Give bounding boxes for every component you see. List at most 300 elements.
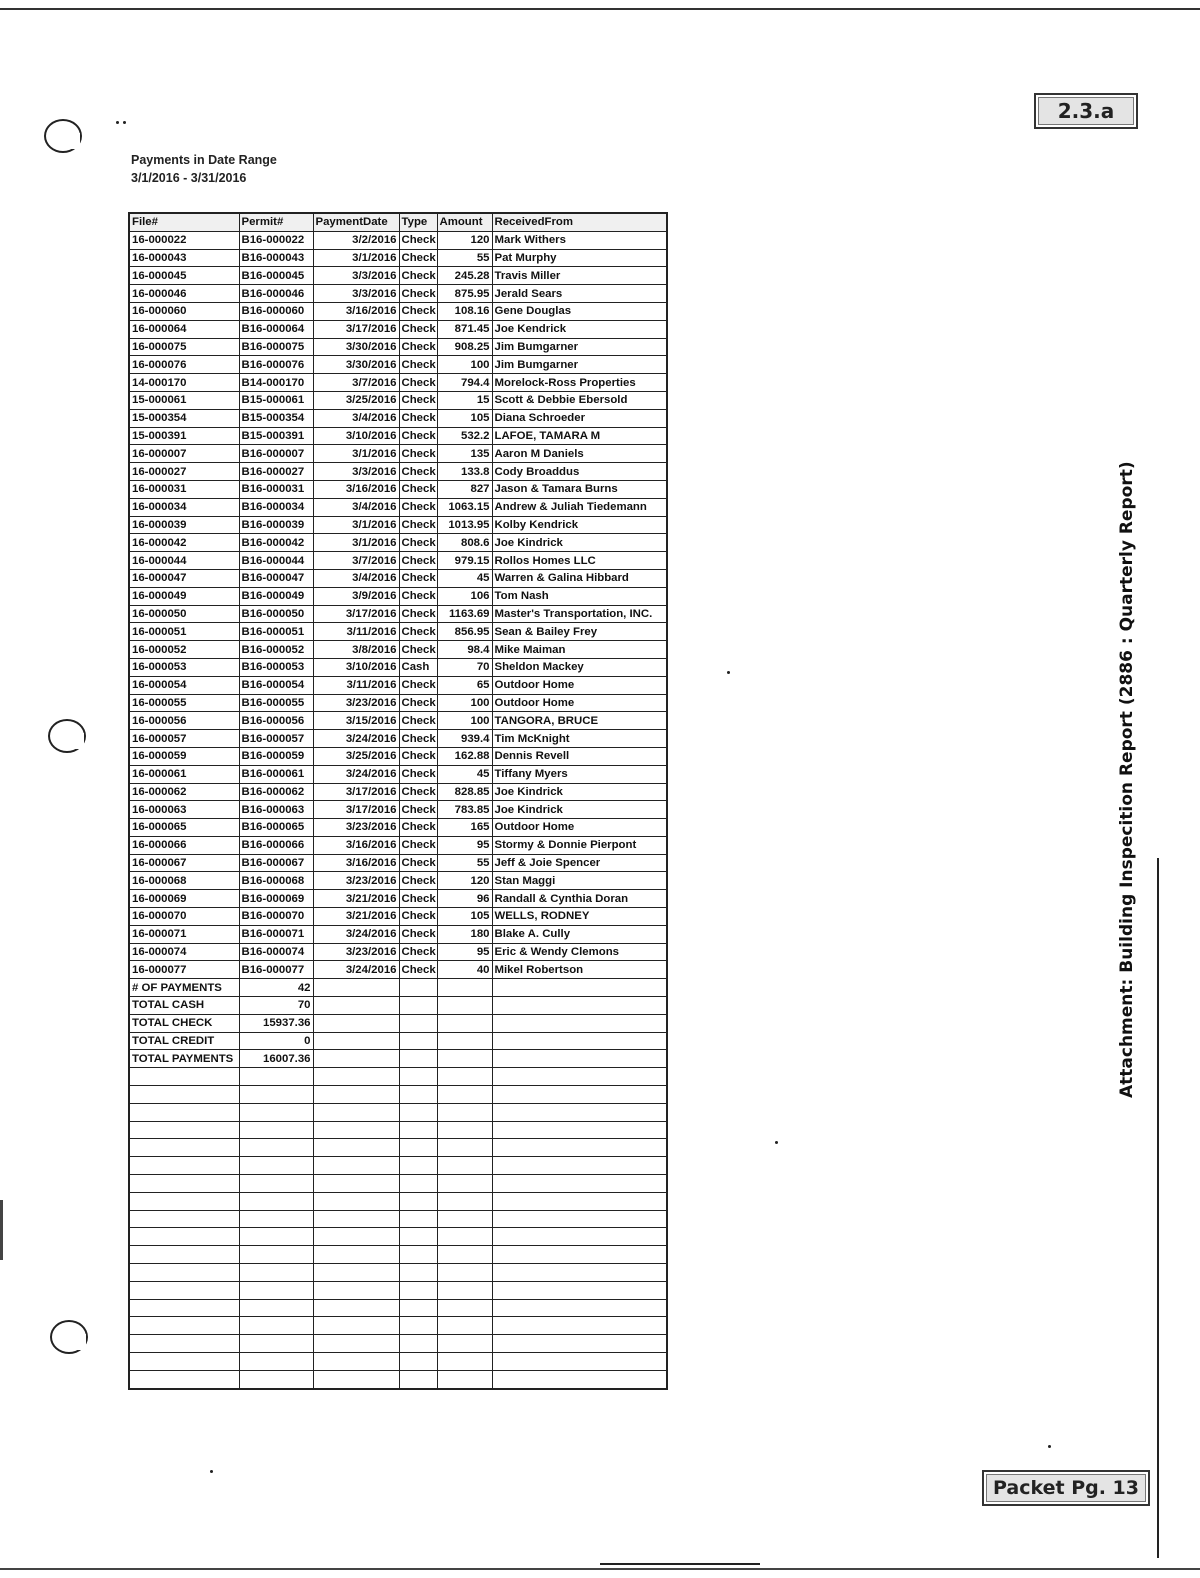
permit-cell: B15-000391 — [239, 427, 313, 445]
permit-cell: B16-000074 — [239, 943, 313, 961]
amount-cell: 108.16 — [437, 302, 492, 320]
payment-date-cell: 3/16/2016 — [313, 480, 399, 498]
amount-cell: 100 — [437, 356, 492, 374]
received-from-cell: Outdoor Home — [492, 676, 667, 694]
type-cell: Check — [399, 676, 437, 694]
file-cell: 16-000031 — [129, 480, 239, 498]
received-from-cell: Stan Maggi — [492, 872, 667, 890]
permit-cell: B14-000170 — [239, 374, 313, 392]
type-cell: Check — [399, 249, 437, 267]
file-cell: 16-000074 — [129, 943, 239, 961]
empty-cell — [239, 1068, 313, 1086]
empty-cell — [492, 1050, 667, 1068]
payment-date-cell: 3/1/2016 — [313, 534, 399, 552]
table-row — [129, 445, 667, 463]
payment-date-cell: 3/10/2016 — [313, 427, 399, 445]
permit-cell: B16-000077 — [239, 961, 313, 979]
empty-cell — [437, 1299, 492, 1317]
empty-cell — [313, 1157, 399, 1175]
type-cell: Check — [399, 925, 437, 943]
file-cell: 15-000391 — [129, 427, 239, 445]
totals-row — [129, 997, 667, 1015]
type-cell: Check — [399, 836, 437, 854]
permit-cell: B16-000070 — [239, 908, 313, 926]
payment-date-cell: 3/21/2016 — [313, 908, 399, 926]
amount-cell: 95 — [437, 836, 492, 854]
file-cell: 16-000070 — [129, 908, 239, 926]
received-from-cell: Cody Broaddus — [492, 463, 667, 481]
empty-cell — [239, 1175, 313, 1193]
permit-cell: B16-000076 — [239, 356, 313, 374]
empty-cell — [399, 1032, 437, 1050]
empty-cell — [399, 979, 437, 997]
empty-cell — [399, 1139, 437, 1157]
received-from-cell: Tiffany Myers — [492, 765, 667, 783]
table-row — [129, 463, 667, 481]
permit-cell: B16-000060 — [239, 302, 313, 320]
payment-date-cell: 3/30/2016 — [313, 356, 399, 374]
received-from-cell: Jim Bumgarner — [492, 338, 667, 356]
empty-cell — [437, 1050, 492, 1068]
type-cell: Check — [399, 908, 437, 926]
column-header-received-from: ReceivedFrom — [492, 213, 667, 231]
file-cell: 16-000061 — [129, 765, 239, 783]
empty-cell — [129, 1370, 239, 1388]
empty-cell — [437, 1014, 492, 1032]
received-from-cell: Warren & Galina Hibbard — [492, 569, 667, 587]
file-cell: 16-000050 — [129, 605, 239, 623]
empty-cell — [437, 1032, 492, 1050]
amount-cell: 1013.95 — [437, 516, 492, 534]
empty-cell — [399, 1175, 437, 1193]
file-cell: 16-000067 — [129, 854, 239, 872]
blank-row — [129, 1299, 667, 1317]
received-from-cell: Joe Kindrick — [492, 783, 667, 801]
type-cell: Check — [399, 391, 437, 409]
permit-cell: B16-000022 — [239, 231, 313, 249]
type-cell: Check — [399, 267, 437, 285]
payment-date-cell: 3/21/2016 — [313, 890, 399, 908]
amount-cell: 871.45 — [437, 320, 492, 338]
permit-cell: B16-000031 — [239, 480, 313, 498]
file-cell: 16-000055 — [129, 694, 239, 712]
type-cell: Check — [399, 961, 437, 979]
payment-date-cell: 3/7/2016 — [313, 374, 399, 392]
file-cell: 16-000022 — [129, 231, 239, 249]
table-row — [129, 836, 667, 854]
payment-date-cell: 3/7/2016 — [313, 552, 399, 570]
amount-cell: 55 — [437, 249, 492, 267]
type-cell: Check — [399, 605, 437, 623]
payment-date-cell: 3/16/2016 — [313, 836, 399, 854]
type-cell: Check — [399, 480, 437, 498]
file-cell: 16-000044 — [129, 552, 239, 570]
file-cell: 16-000065 — [129, 819, 239, 837]
empty-cell — [313, 1121, 399, 1139]
payment-date-cell: 3/24/2016 — [313, 730, 399, 748]
permit-cell: B16-000027 — [239, 463, 313, 481]
attachment-badge: 2.3.a — [1034, 93, 1138, 129]
empty-cell — [492, 1157, 667, 1175]
blank-row — [129, 1353, 667, 1371]
column-header-permit: Permit# — [239, 213, 313, 231]
received-from-cell: Mike Maiman — [492, 641, 667, 659]
scan-speck — [1048, 1445, 1051, 1448]
empty-cell — [129, 1210, 239, 1228]
blank-row — [129, 1103, 667, 1121]
payment-date-cell: 3/24/2016 — [313, 961, 399, 979]
empty-cell — [437, 1192, 492, 1210]
received-from-cell: Gene Douglas — [492, 302, 667, 320]
received-from-cell: Stormy & Donnie Pierpont — [492, 836, 667, 854]
payment-date-cell: 3/25/2016 — [313, 391, 399, 409]
amount-cell: 828.85 — [437, 783, 492, 801]
permit-cell: B16-000043 — [239, 249, 313, 267]
scan-speck — [116, 121, 119, 124]
file-cell: 15-000061 — [129, 391, 239, 409]
empty-cell — [492, 1139, 667, 1157]
type-cell: Check — [399, 356, 437, 374]
column-header-amount: Amount — [437, 213, 492, 231]
empty-cell — [313, 1068, 399, 1086]
permit-cell: B16-000059 — [239, 747, 313, 765]
type-cell: Check — [399, 285, 437, 303]
received-from-cell: Randall & Cynthia Doran — [492, 890, 667, 908]
file-cell: 16-000057 — [129, 730, 239, 748]
type-cell: Check — [399, 231, 437, 249]
empty-cell — [239, 1121, 313, 1139]
received-from-cell: Mark Withers — [492, 231, 667, 249]
type-cell: Check — [399, 712, 437, 730]
received-from-cell: Joe Kendrick — [492, 320, 667, 338]
type-cell: Check — [399, 320, 437, 338]
file-cell: 16-000046 — [129, 285, 239, 303]
column-header-payment-date: PaymentDate — [313, 213, 399, 231]
type-cell: Check — [399, 623, 437, 641]
empty-cell — [239, 1139, 313, 1157]
table-row — [129, 783, 667, 801]
table-row — [129, 320, 667, 338]
file-cell: 16-000053 — [129, 658, 239, 676]
file-cell: 16-000051 — [129, 623, 239, 641]
report-date-range: 3/1/2016 - 3/31/2016 — [131, 171, 247, 185]
empty-cell — [437, 1175, 492, 1193]
file-cell: 16-000060 — [129, 302, 239, 320]
file-cell: 16-000039 — [129, 516, 239, 534]
blank-row — [129, 1210, 667, 1228]
empty-cell — [313, 1246, 399, 1264]
permit-cell: B16-000064 — [239, 320, 313, 338]
received-from-cell: Joe Kindrick — [492, 534, 667, 552]
received-from-cell: Rollos Homes LLC — [492, 552, 667, 570]
amount-cell: 65 — [437, 676, 492, 694]
empty-cell — [492, 1370, 667, 1388]
received-from-cell: Kolby Kendrick — [492, 516, 667, 534]
total-value: 42 — [239, 979, 313, 997]
empty-cell — [313, 1175, 399, 1193]
type-cell: Check — [399, 694, 437, 712]
payment-date-cell: 3/3/2016 — [313, 463, 399, 481]
payment-date-cell: 3/25/2016 — [313, 747, 399, 765]
table-row — [129, 569, 667, 587]
empty-cell — [437, 1103, 492, 1121]
total-value: 15937.36 — [239, 1014, 313, 1032]
type-cell: Check — [399, 801, 437, 819]
empty-cell — [239, 1086, 313, 1104]
empty-cell — [239, 1192, 313, 1210]
empty-cell — [492, 1246, 667, 1264]
total-value: 0 — [239, 1032, 313, 1050]
amount-cell: 135 — [437, 445, 492, 463]
table-row — [129, 374, 667, 392]
payment-date-cell: 3/4/2016 — [313, 498, 399, 516]
type-cell: Check — [399, 552, 437, 570]
type-cell: Check — [399, 872, 437, 890]
received-from-cell: WELLS, RODNEY — [492, 908, 667, 926]
type-cell: Check — [399, 516, 437, 534]
file-cell: 16-000069 — [129, 890, 239, 908]
table-row — [129, 285, 667, 303]
type-cell: Check — [399, 445, 437, 463]
permit-cell: B16-000045 — [239, 267, 313, 285]
table-row — [129, 534, 667, 552]
received-from-cell: LAFOE, TAMARA M — [492, 427, 667, 445]
column-header-type: Type — [399, 213, 437, 231]
empty-cell — [129, 1157, 239, 1175]
empty-cell — [399, 1210, 437, 1228]
empty-cell — [313, 1139, 399, 1157]
file-cell: 16-000043 — [129, 249, 239, 267]
table-row — [129, 676, 667, 694]
table-row — [129, 409, 667, 427]
punch-hole-icon — [50, 1320, 88, 1354]
empty-cell — [399, 1068, 437, 1086]
empty-cell — [399, 1264, 437, 1282]
table-row — [129, 231, 667, 249]
amount-cell: 98.4 — [437, 641, 492, 659]
received-from-cell: Morelock-Ross Properties — [492, 374, 667, 392]
type-cell: Check — [399, 302, 437, 320]
empty-cell — [437, 979, 492, 997]
file-cell: 16-000047 — [129, 569, 239, 587]
empty-cell — [492, 1068, 667, 1086]
empty-cell — [492, 997, 667, 1015]
file-cell: 16-000062 — [129, 783, 239, 801]
type-cell: Check — [399, 747, 437, 765]
empty-cell — [437, 1246, 492, 1264]
empty-cell — [399, 1370, 437, 1388]
type-cell: Check — [399, 783, 437, 801]
empty-cell — [239, 1281, 313, 1299]
empty-cell — [313, 1299, 399, 1317]
table-row — [129, 267, 667, 285]
empty-cell — [492, 1121, 667, 1139]
received-from-cell: Andrew & Juliah Tiedemann — [492, 498, 667, 516]
empty-cell — [239, 1157, 313, 1175]
received-from-cell: Tom Nash — [492, 587, 667, 605]
type-cell: Check — [399, 534, 437, 552]
permit-cell: B16-000046 — [239, 285, 313, 303]
amount-cell: 45 — [437, 569, 492, 587]
amount-cell: 794.4 — [437, 374, 492, 392]
amount-cell: 100 — [437, 694, 492, 712]
received-from-cell: Master's Transportation, INC. — [492, 605, 667, 623]
empty-cell — [313, 1335, 399, 1353]
table-row — [129, 925, 667, 943]
amount-cell: 120 — [437, 872, 492, 890]
table-row — [129, 961, 667, 979]
empty-cell — [492, 1210, 667, 1228]
file-cell: 16-000076 — [129, 356, 239, 374]
payment-date-cell: 3/24/2016 — [313, 765, 399, 783]
received-from-cell: Blake A. Cully — [492, 925, 667, 943]
payment-date-cell: 3/23/2016 — [313, 819, 399, 837]
table-row — [129, 854, 667, 872]
table-row — [129, 480, 667, 498]
received-from-cell: Dennis Revell — [492, 747, 667, 765]
permit-cell: B16-000049 — [239, 587, 313, 605]
received-from-cell: Eric & Wendy Clemons — [492, 943, 667, 961]
file-cell: 16-000059 — [129, 747, 239, 765]
received-from-cell: Jason & Tamara Burns — [492, 480, 667, 498]
empty-cell — [129, 1068, 239, 1086]
scan-speck — [727, 671, 730, 674]
received-from-cell: Joe Kindrick — [492, 801, 667, 819]
empty-cell — [437, 1317, 492, 1335]
file-cell: 16-000049 — [129, 587, 239, 605]
empty-cell — [492, 1103, 667, 1121]
empty-cell — [399, 1014, 437, 1032]
report-title: Payments in Date Range — [131, 153, 277, 167]
type-cell: Check — [399, 765, 437, 783]
received-from-cell: Pat Murphy — [492, 249, 667, 267]
table-row — [129, 338, 667, 356]
table-row — [129, 427, 667, 445]
empty-cell — [492, 1228, 667, 1246]
received-from-cell: Mikel Robertson — [492, 961, 667, 979]
amount-cell: 162.88 — [437, 747, 492, 765]
empty-cell — [399, 1228, 437, 1246]
empty-cell — [129, 1192, 239, 1210]
received-from-cell: Jim Bumgarner — [492, 356, 667, 374]
empty-cell — [129, 1139, 239, 1157]
permit-cell: B16-000039 — [239, 516, 313, 534]
empty-cell — [313, 1281, 399, 1299]
type-cell: Check — [399, 890, 437, 908]
table-row — [129, 516, 667, 534]
table-row — [129, 694, 667, 712]
empty-cell — [313, 1370, 399, 1388]
payment-date-cell: 3/17/2016 — [313, 783, 399, 801]
permit-cell: B16-000056 — [239, 712, 313, 730]
empty-cell — [313, 997, 399, 1015]
empty-cell — [129, 1264, 239, 1282]
blank-row — [129, 1157, 667, 1175]
amount-cell: 45 — [437, 765, 492, 783]
permit-cell: B16-000047 — [239, 569, 313, 587]
payment-date-cell: 3/2/2016 — [313, 231, 399, 249]
payment-date-cell: 3/1/2016 — [313, 249, 399, 267]
received-from-cell: Scott & Debbie Ebersold — [492, 391, 667, 409]
table-row — [129, 819, 667, 837]
empty-cell — [313, 979, 399, 997]
empty-cell — [437, 1335, 492, 1353]
permit-cell: B16-000007 — [239, 445, 313, 463]
received-from-cell: Jerald Sears — [492, 285, 667, 303]
table-row — [129, 658, 667, 676]
type-cell: Cash — [399, 658, 437, 676]
permit-cell: B16-000069 — [239, 890, 313, 908]
payment-date-cell: 3/10/2016 — [313, 658, 399, 676]
empty-cell — [399, 1103, 437, 1121]
amount-cell: 532.2 — [437, 427, 492, 445]
received-from-cell: Jeff & Joie Spencer — [492, 854, 667, 872]
type-cell: Check — [399, 854, 437, 872]
empty-cell — [437, 1086, 492, 1104]
empty-cell — [313, 1228, 399, 1246]
type-cell: Check — [399, 427, 437, 445]
table-row — [129, 765, 667, 783]
empty-cell — [437, 1210, 492, 1228]
empty-cell — [313, 1103, 399, 1121]
type-cell: Check — [399, 569, 437, 587]
punch-hole-icon — [44, 119, 82, 153]
empty-cell — [399, 1086, 437, 1104]
permit-cell: B16-000034 — [239, 498, 313, 516]
permit-cell: B16-000052 — [239, 641, 313, 659]
blank-row — [129, 1317, 667, 1335]
permit-cell: B16-000054 — [239, 676, 313, 694]
permit-cell: B16-000068 — [239, 872, 313, 890]
table-row — [129, 587, 667, 605]
empty-cell — [399, 1281, 437, 1299]
empty-cell — [492, 1353, 667, 1371]
empty-cell — [129, 1121, 239, 1139]
total-value: 70 — [239, 997, 313, 1015]
type-cell: Check — [399, 819, 437, 837]
amount-cell: 939.4 — [437, 730, 492, 748]
header-row — [129, 213, 667, 231]
empty-cell — [313, 1192, 399, 1210]
empty-cell — [492, 979, 667, 997]
permit-cell: B16-000051 — [239, 623, 313, 641]
totals-row — [129, 979, 667, 997]
table-row — [129, 552, 667, 570]
permit-cell: B16-000063 — [239, 801, 313, 819]
empty-cell — [399, 1335, 437, 1353]
permit-cell: B16-000065 — [239, 819, 313, 837]
totals-row — [129, 1014, 667, 1032]
empty-cell — [129, 1228, 239, 1246]
empty-cell — [399, 1246, 437, 1264]
table-row — [129, 801, 667, 819]
type-cell: Check — [399, 409, 437, 427]
type-cell: Check — [399, 498, 437, 516]
table-row — [129, 730, 667, 748]
total-label: TOTAL PAYMENTS — [129, 1050, 239, 1068]
amount-cell: 180 — [437, 925, 492, 943]
empty-cell — [129, 1175, 239, 1193]
payment-date-cell: 3/23/2016 — [313, 694, 399, 712]
table-row — [129, 890, 667, 908]
payment-date-cell: 3/16/2016 — [313, 854, 399, 872]
type-cell: Check — [399, 943, 437, 961]
payment-date-cell: 3/3/2016 — [313, 267, 399, 285]
type-cell: Check — [399, 374, 437, 392]
payment-date-cell: 3/17/2016 — [313, 320, 399, 338]
payment-date-cell: 3/24/2016 — [313, 925, 399, 943]
blank-row — [129, 1370, 667, 1388]
